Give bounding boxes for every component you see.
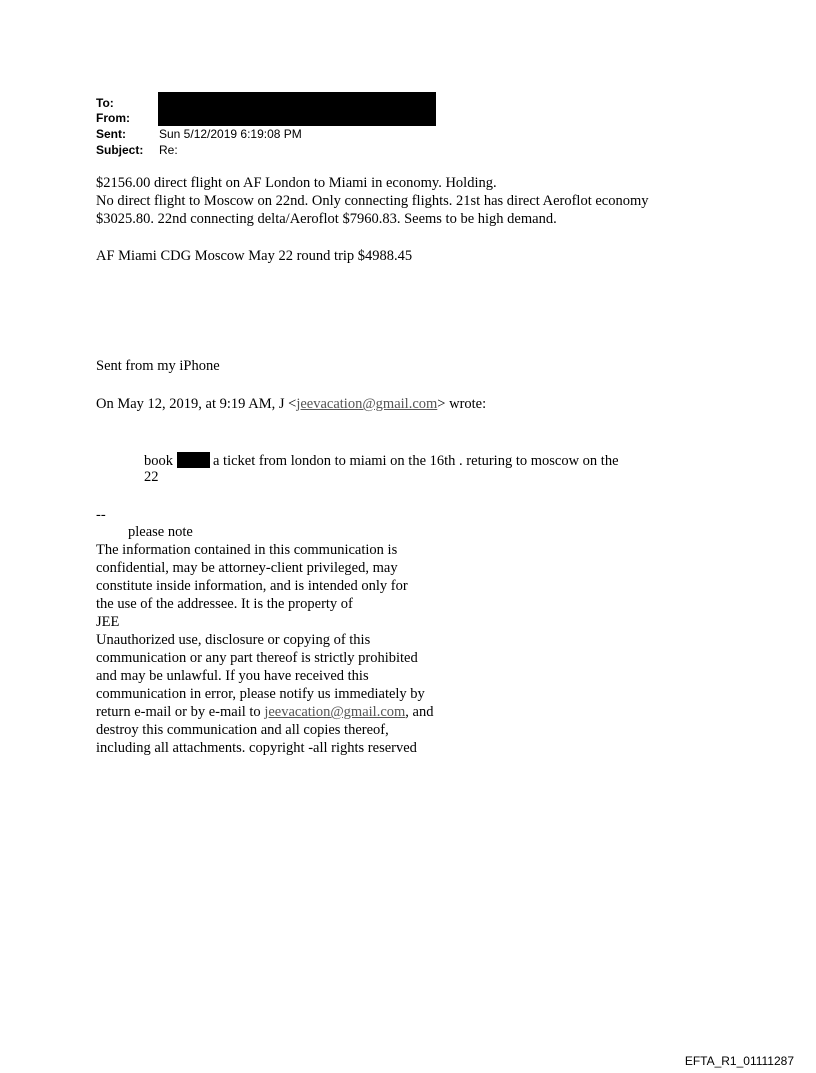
disclaimer-line: Unauthorized use, disclosure or copying of this (96, 632, 371, 648)
disclaimer-line: and may be unlawful. If you have received this (96, 668, 369, 684)
signature: Sent from my iPhone (96, 358, 220, 374)
to-label: To: (96, 96, 114, 110)
disclaimer-note: please note (128, 524, 193, 540)
subject-value: Re: (159, 143, 178, 157)
quote-intro (96, 396, 486, 412)
disclaimer-line: JEE (96, 614, 120, 630)
signature-dashes: -- (96, 507, 106, 523)
disclaimer-line: communication or any part thereof is strictly prohibited (96, 650, 418, 666)
quote-email-link[interactable]: jeevacation@gmail.com (296, 396, 438, 412)
subject-label: Subject: (96, 143, 144, 157)
disclaimer-email-link[interactable]: jeevacation@gmail.com (264, 704, 406, 720)
disclaimer-line: confidential, may be attorney-client privileged, may (96, 560, 398, 576)
body-line-1: $2156.00 direct flight on AF London to Miami in economy. Holding. (96, 175, 497, 191)
disclaimer-line: The information contained in this communication is (96, 542, 398, 558)
quote-intro-prefix: On May 12, 2019, at 9:19 AM, J < (96, 396, 297, 412)
return-suffix: , and (405, 704, 434, 720)
inline-redaction (177, 452, 210, 468)
document-id: EFTA_R1_01111287 (684, 1054, 794, 1068)
disclaimer-line-last: including all attachments. copyright -all rights reserved (96, 740, 417, 756)
from-label: From: (96, 111, 130, 125)
body-line-4: AF Miami CDG Moscow May 22 round trip $4988.45 (96, 248, 413, 264)
return-prefix: return e-mail or by e-mail to (96, 704, 265, 720)
quote-intro-suffix: > wrote: (437, 396, 487, 412)
sent-value: Sun 5/12/2019 6:19:08 PM (159, 127, 302, 141)
quoted-word: book (144, 453, 173, 469)
disclaimer-line: constitute inside information, and is intended only for (96, 578, 408, 594)
redaction-block (158, 92, 436, 126)
quoted-line-1 (144, 452, 619, 469)
disclaimer-return-line (96, 704, 433, 720)
body-line-3: $3025.80. 22nd connecting delta/Aeroflot $7960.83. Seems to be high demand. (96, 211, 557, 227)
disclaimer-line: communication in error, please notify us immediately by (96, 686, 425, 702)
sent-label: Sent: (96, 127, 126, 141)
quoted-rest: a ticket from london to miami on the 16th . returing to moscow on the (213, 453, 619, 469)
body-line-2: No direct flight to Moscow on 22nd. Only connecting flights. 21st has direct Aeroflot economy (96, 193, 649, 209)
quoted-line-2: 22 (144, 469, 159, 485)
disclaimer-line: the use of the addressee. It is the property of (96, 596, 353, 612)
disclaimer-line-destroy: destroy this communication and all copies thereof, (96, 722, 389, 738)
